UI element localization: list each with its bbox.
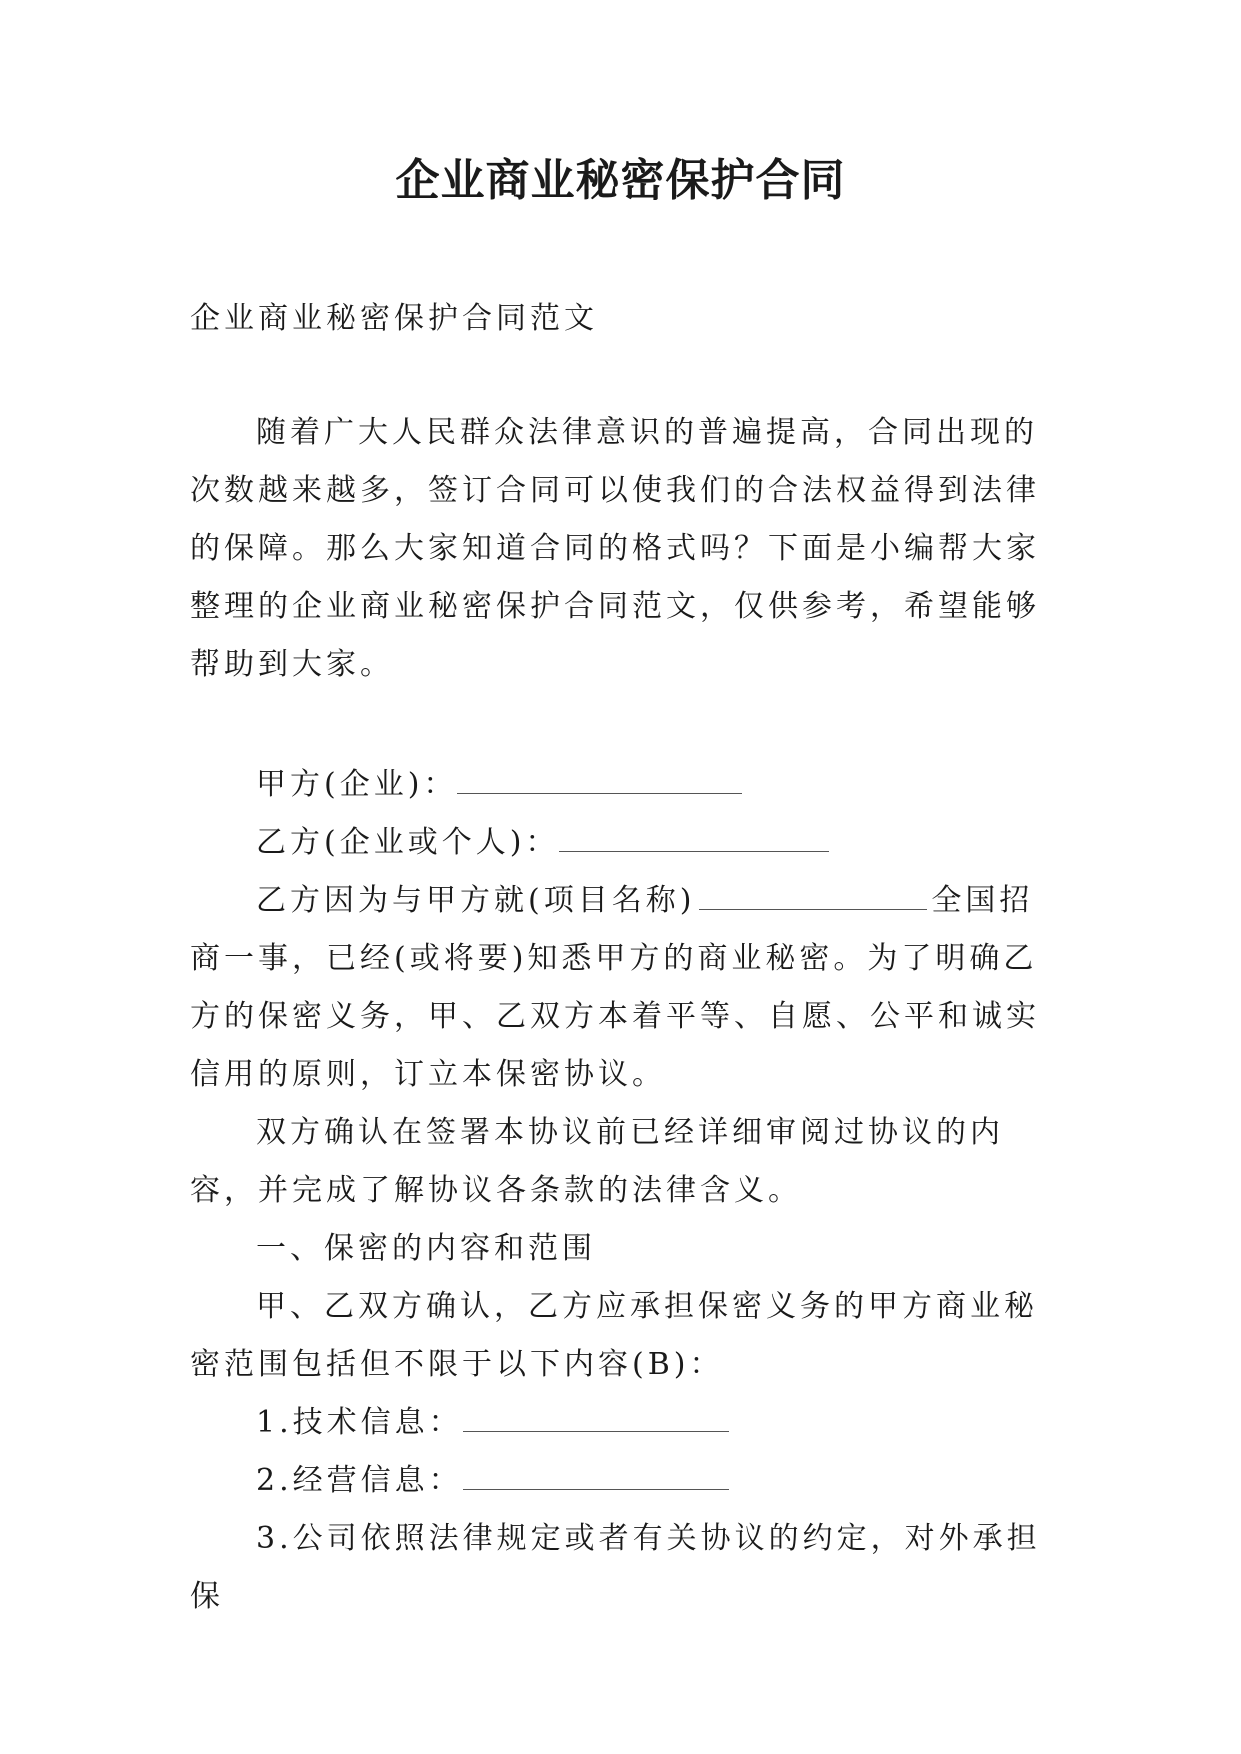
party-a-blank[interactable] <box>457 763 742 794</box>
item-2-label: 2.经营信息： <box>256 1463 463 1498</box>
project-suffix: 全国招商一事，已经(或将要)知悉甲方的商业秘密。为了明确乙方的保密义务，甲、乙双方本着平等、自愿、公平和诚实信用的原则，订立本保密协议。 <box>190 883 1040 1092</box>
party-a-label: 甲方(企业)： <box>256 767 458 802</box>
project-paragraph <box>190 872 1060 1104</box>
item-1-line <box>190 1394 1060 1452</box>
party-a-line <box>190 756 1060 814</box>
party-b-blank[interactable] <box>559 821 829 852</box>
intro-paragraph <box>190 404 1060 694</box>
section-one-heading: 一、保密的内容和范围 <box>256 1231 596 1266</box>
business-info-blank[interactable] <box>463 1459 729 1490</box>
document-title: 企业商业秘密保护合同 <box>395 155 846 206</box>
item-1-label: 1.技术信息： <box>256 1405 463 1440</box>
contract-clauses <box>190 756 1060 1626</box>
technical-info-blank[interactable] <box>463 1401 729 1432</box>
project-name-blank[interactable] <box>699 879 927 910</box>
item-3-line: 3.公司依照法律规定或者有关协议的约定，对外承担保 <box>190 1521 1041 1614</box>
confirm-paragraph: 双方确认在签署本协议前已经详细审阅过协议的内容，并完成了解协议各条款的法律含义。 <box>190 1115 1004 1208</box>
party-b-line <box>190 814 1060 872</box>
party-b-label: 乙方(企业或个人)： <box>256 825 560 860</box>
project-prefix: 乙方因为与甲方就(项目名称) <box>256 883 696 918</box>
item-2-line <box>190 1452 1060 1510</box>
scope-paragraph: 甲、乙双方确认，乙方应承担保密义务的甲方商业秘密范围包括但不限于以下内容(B)： <box>190 1289 1038 1382</box>
document-subtitle <box>190 290 1060 348</box>
intro-text: 随着广大人民群众法律意识的普遍提高，合同出现的次数越来越多，签订合同可以使我们的合法权益得到法律的保障。那么大家知道合同的格式吗？下面是小编帮大家整理的企业商业秘密保护合同范文，仅供参考，希望能够帮助到大家。 <box>190 415 1040 682</box>
subtitle-line: 企业商业秘密保护合同范文 <box>190 301 598 336</box>
